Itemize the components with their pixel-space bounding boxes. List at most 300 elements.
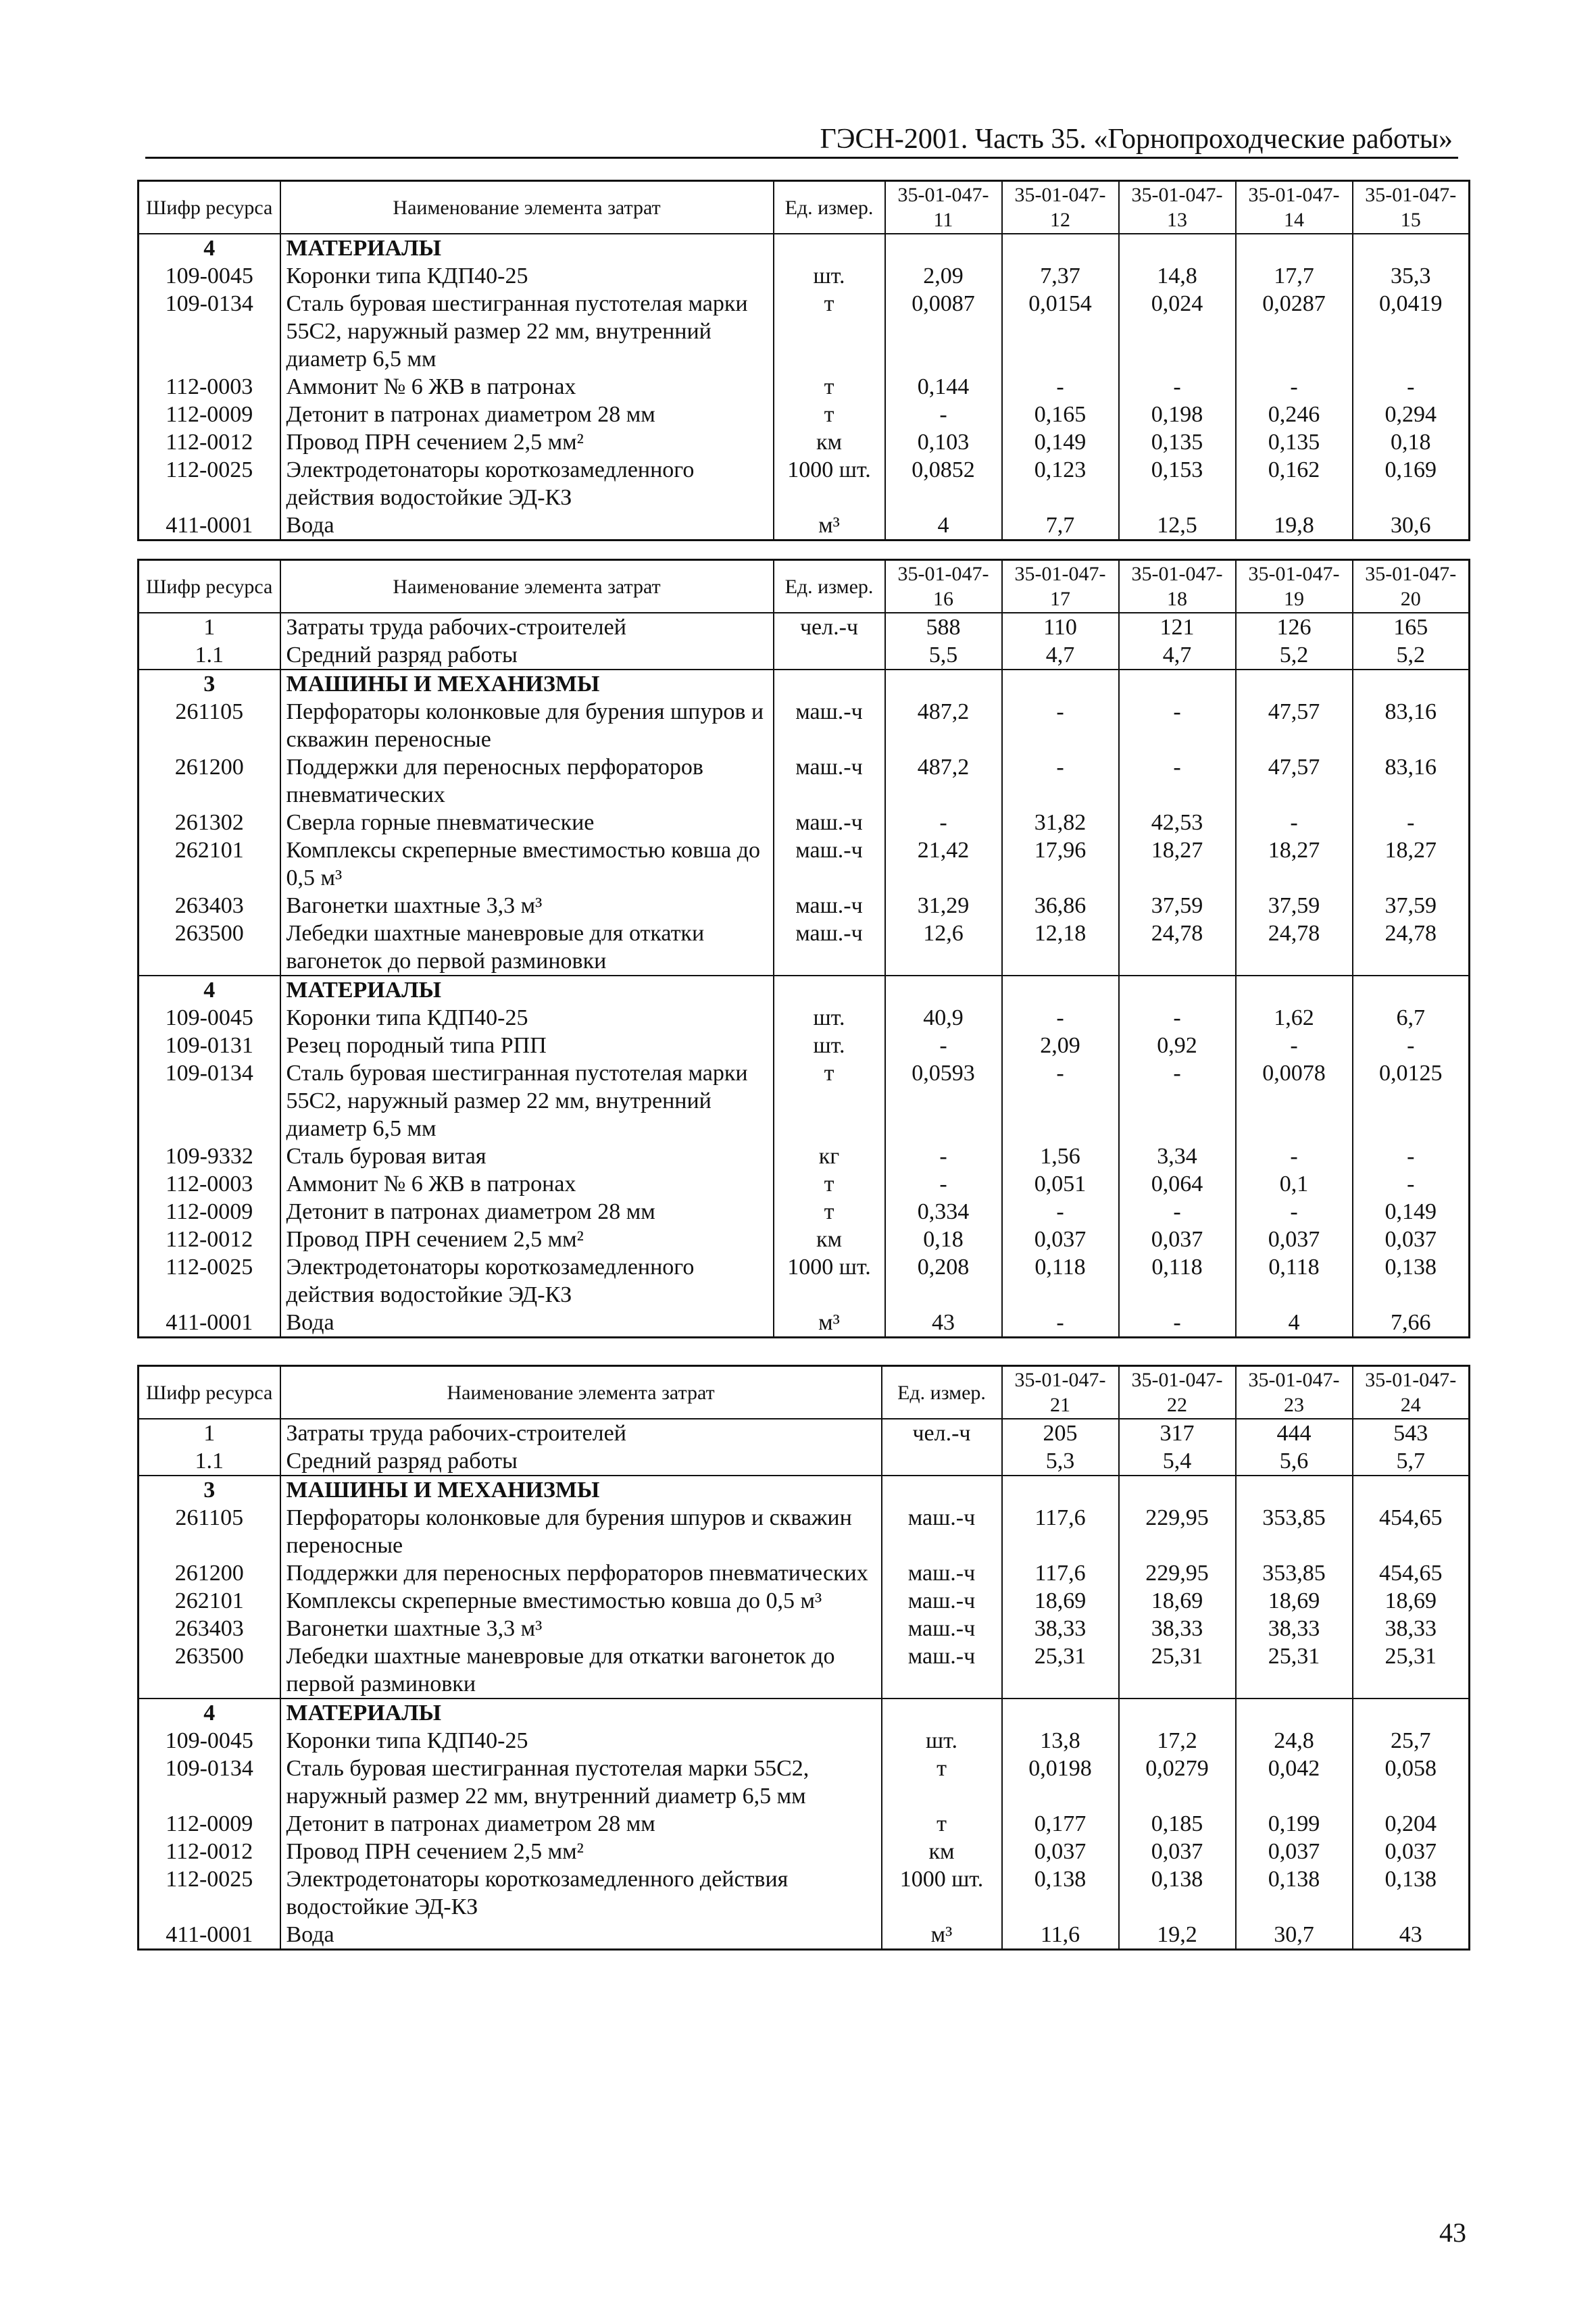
column-header-norm: 35-01-047-21 [1002,1366,1119,1419]
norm-value: 0,153 [1119,456,1236,511]
norm-value: 37,59 [1119,892,1236,920]
unit-of-measure: т [882,1810,1002,1838]
column-header-norm: 35-01-047-18 [1119,560,1236,613]
norm-value: 0,118 [1002,1253,1119,1309]
norm-value: - [1236,1142,1353,1170]
column-header-norm: 35-01-047-24 [1353,1366,1470,1419]
norm-value: 0,0419 [1353,290,1470,373]
resource-code: 1.1 [139,1447,280,1476]
norm-value: 0,138 [1353,1253,1470,1309]
norm-value [885,670,1002,698]
table-row [139,373,1470,401]
norm-value: - [885,401,1002,428]
resource-code: 112-0009 [139,401,280,428]
table-row [139,290,1470,373]
table-row [139,1642,1470,1699]
unit-of-measure: чел.-ч [882,1419,1002,1447]
norm-value: - [1353,1170,1470,1198]
table-header-row [139,1366,1470,1419]
unit-of-measure: шт. [774,1004,885,1032]
unit-of-measure [882,1476,1002,1504]
norm-value: 0,185 [1119,1810,1236,1838]
unit-of-measure [774,234,885,262]
norm-value: 0,135 [1119,428,1236,456]
norm-value: 588 [885,613,1002,641]
unit-of-measure [774,641,885,670]
norm-value: 454,65 [1353,1504,1470,1559]
resource-name: Комплексы скреперные вместимостью ковша до 0,5 м³ [280,1587,882,1615]
norm-value: 4,7 [1119,641,1236,670]
unit-of-measure: кг [774,1142,885,1170]
norm-value: - [1119,698,1236,753]
norm-value: 14,8 [1119,262,1236,290]
norm-value: 0,334 [885,1198,1002,1226]
unit-of-measure: т [774,290,885,373]
norm-value: 38,33 [1353,1615,1470,1642]
norm-value: 6,7 [1353,1004,1470,1032]
norm-value: 0,144 [885,373,1002,401]
resource-name: Электродетонаторы короткозамедленного действия водостойкие ЭД-КЗ [280,456,774,511]
norm-value: 25,7 [1353,1727,1470,1755]
norm-value: 0,064 [1119,1170,1236,1198]
norm-value: 0,162 [1236,456,1353,511]
unit-of-measure: маш.-ч [774,698,885,753]
column-header-code: Шифр ресурса [139,181,280,234]
norm-value: 1,56 [1002,1142,1119,1170]
norm-value: 0,169 [1353,456,1470,511]
unit-of-measure: м³ [774,511,885,540]
table-row [139,1253,1470,1309]
norm-value: 5,7 [1353,1447,1470,1476]
norm-value: 0,037 [1002,1838,1119,1865]
norm-value: 43 [885,1309,1002,1338]
resource-code: 4 [139,1699,280,1727]
unit-of-measure: 1000 шт. [774,1253,885,1309]
resource-code: 109-0045 [139,262,280,290]
resource-code: 411-0001 [139,511,280,540]
norm-value: 31,82 [1002,809,1119,836]
norm-value: - [885,1032,1002,1059]
norm-value: 12,5 [1119,511,1236,540]
table-row [139,1419,1470,1447]
unit-of-measure: 1000 шт. [774,456,885,511]
resource-name: Перфораторы колонковые для бурения шпуров и скважин переносные [280,698,774,753]
norm-value: 5,3 [1002,1447,1119,1476]
resource-name: Поддержки для переносных перфораторов пневматических [280,1559,882,1587]
norm-value [1002,670,1119,698]
unit-of-measure [882,1699,1002,1727]
resource-name: Сталь буровая витая [280,1142,774,1170]
unit-of-measure: 1000 шт. [882,1865,1002,1921]
norm-value: 0,199 [1236,1810,1353,1838]
norm-value: 5,2 [1236,641,1353,670]
norm-value: 117,6 [1002,1504,1119,1559]
norm-value [1119,1699,1236,1727]
norm-value: - [1236,1032,1353,1059]
norm-value: - [1353,1142,1470,1170]
norm-value: - [1002,1004,1119,1032]
resource-name: Вагонетки шахтные 3,3 м³ [280,892,774,920]
norm-value: 229,95 [1119,1504,1236,1559]
table-header-row [139,181,1470,234]
unit-of-measure: чел.-ч [774,613,885,641]
table-row [139,1865,1470,1921]
resource-code: 109-0134 [139,1059,280,1142]
norm-value [1002,976,1119,1004]
resource-code: 1.1 [139,641,280,670]
norm-value: 37,59 [1236,892,1353,920]
norm-value: 0,135 [1236,428,1353,456]
norm-value: 5,2 [1353,641,1470,670]
resource-code: 3 [139,670,280,698]
norm-value: 0,0078 [1236,1059,1353,1142]
norm-value [1353,234,1470,262]
unit-of-measure: маш.-ч [882,1615,1002,1642]
resource-name: Вода [280,1309,774,1338]
resource-name: Провод ПРН сечением 2,5 мм² [280,428,774,456]
norm-value: 47,57 [1236,753,1353,809]
column-header-unit: Ед. измер. [774,181,885,234]
table-row [139,1810,1470,1838]
resource-name: Вода [280,1921,882,1950]
resource-code: 411-0001 [139,1921,280,1950]
norm-value: - [1002,1309,1119,1338]
resource-code: 112-0012 [139,1838,280,1865]
norm-value: 24,78 [1353,920,1470,976]
norm-value: 5,5 [885,641,1002,670]
norm-value: 7,66 [1353,1309,1470,1338]
norm-value: 0,149 [1353,1198,1470,1226]
norm-value: 0,103 [885,428,1002,456]
norm-value: 0,024 [1119,290,1236,373]
norm-value: 18,69 [1002,1587,1119,1615]
unit-of-measure: маш.-ч [882,1587,1002,1615]
resource-name: Сверла горные пневматические [280,809,774,836]
resource-code: 262101 [139,1587,280,1615]
resource-code: 109-0045 [139,1727,280,1755]
resource-name: Лебедки шахтные маневровые для откатки вагонеток до первой разминовки [280,920,774,976]
column-header-name: Наименование элемента затрат [280,560,774,613]
norm-value: 35,3 [1353,262,1470,290]
norm-value: 0,0087 [885,290,1002,373]
resource-name: Провод ПРН сечением 2,5 мм² [280,1838,882,1865]
norm-value: 25,31 [1353,1642,1470,1699]
norm-value: 487,2 [885,698,1002,753]
table-row [139,1198,1470,1226]
norm-value: - [1236,809,1353,836]
norm-value: - [1119,1004,1236,1032]
norm-value: 353,85 [1236,1559,1353,1587]
norm-value [1353,976,1470,1004]
norm-value: 31,29 [885,892,1002,920]
table-header-row [139,560,1470,613]
resource-name: Вагонетки шахтные 3,3 м³ [280,1615,882,1642]
norm-value [1002,1699,1119,1727]
resource-code: 109-0134 [139,1755,280,1810]
unit-of-measure [882,1447,1002,1476]
resource-name: Аммонит № 6 ЖВ в патронах [280,1170,774,1198]
resource-code: 112-0012 [139,428,280,456]
resource-name: Лебедки шахтные маневровые для откатки вагонеток до первой разминовки [280,1642,882,1699]
norm-value: 18,69 [1119,1587,1236,1615]
norm-value [1002,1476,1119,1504]
resource-code: 263403 [139,1615,280,1642]
unit-of-measure: т [774,401,885,428]
norm-value: 0,042 [1236,1755,1353,1810]
norm-value: 0,18 [1353,428,1470,456]
norm-value: 7,7 [1002,511,1119,540]
resource-name: Средний разряд работы [280,641,774,670]
norm-value [1353,670,1470,698]
norm-value: 38,33 [1002,1615,1119,1642]
norm-value: - [885,1170,1002,1198]
norm-value: - [1353,373,1470,401]
norm-value: 229,95 [1119,1559,1236,1587]
table-row [139,1032,1470,1059]
table-row [139,1447,1470,1476]
norm-value: 0,037 [1236,1226,1353,1253]
table-row [139,401,1470,428]
unit-of-measure: маш.-ч [774,836,885,892]
norm-value: 47,57 [1236,698,1353,753]
norm-value: 0,138 [1119,1865,1236,1921]
resource-code: 411-0001 [139,1309,280,1338]
resource-table-3 [137,1365,1470,1951]
norm-value: 37,59 [1353,892,1470,920]
section-heading-row [139,1476,1470,1504]
table-row [139,892,1470,920]
norm-value: 42,53 [1119,809,1236,836]
norm-value: 25,31 [1002,1642,1119,1699]
norm-value: 21,42 [885,836,1002,892]
norm-value: 0,0154 [1002,290,1119,373]
norm-value: - [1119,1059,1236,1142]
norm-value: 30,7 [1236,1921,1353,1950]
resource-name: Вода [280,511,774,540]
norm-value: 40,9 [885,1004,1002,1032]
norm-value: 0,037 [1353,1226,1470,1253]
norm-value: 25,31 [1236,1642,1353,1699]
unit-of-measure: шт. [774,262,885,290]
norm-value: 0,208 [885,1253,1002,1309]
norm-value: 0,138 [1002,1865,1119,1921]
resource-name: Детонит в патронах диаметром 28 мм [280,1810,882,1838]
norm-value: 18,69 [1353,1587,1470,1615]
norm-value: 38,33 [1119,1615,1236,1642]
section-title: МАШИНЫ И МЕХАНИЗМЫ [280,1476,882,1504]
section-heading-row [139,670,1470,698]
norm-value: 30,6 [1353,511,1470,540]
section-heading-row [139,234,1470,262]
norm-value: 12,18 [1002,920,1119,976]
section-title: МАТЕРИАЛЫ [280,1699,882,1727]
norm-value: 0,149 [1002,428,1119,456]
table-row [139,698,1470,753]
page-number: 43 [1439,2217,1466,2248]
norm-value: 24,78 [1236,920,1353,976]
column-header-norm: 35-01-047-15 [1353,181,1470,234]
resource-name: Детонит в патронах диаметром 28 мм [280,401,774,428]
table-row [139,1921,1470,1950]
norm-value: 454,65 [1353,1559,1470,1587]
norm-value [1119,234,1236,262]
resource-code: 112-0003 [139,373,280,401]
norm-value: 0,18 [885,1226,1002,1253]
resource-name: Сталь буровая шестигранная пустотелая марки 55С2, наружный размер 22 мм, внутренний диаметр 6,5 мм [280,290,774,373]
unit-of-measure: т [774,373,885,401]
table-row [139,511,1470,540]
resource-code: 261200 [139,753,280,809]
resource-name: Аммонит № 6 ЖВ в патронах [280,373,774,401]
norm-value: 1,62 [1236,1004,1353,1032]
norm-value: 0,058 [1353,1755,1470,1810]
norm-value: 83,16 [1353,698,1470,753]
resource-name: Провод ПРН сечением 2,5 мм² [280,1226,774,1253]
table-row [139,753,1470,809]
unit-of-measure: м³ [882,1921,1002,1950]
norm-value [1119,976,1236,1004]
norm-value: 4,7 [1002,641,1119,670]
table-row [139,1004,1470,1032]
unit-of-measure: м³ [774,1309,885,1338]
resource-name: Затраты труда рабочих-строителей [280,1419,882,1447]
norm-value: 0,1 [1236,1170,1353,1198]
resource-name: Перфораторы колонковые для бурения шпуров и скважин переносные [280,1504,882,1559]
column-header-name: Наименование элемента затрат [280,181,774,234]
table-row [139,1309,1470,1338]
norm-value: 0,138 [1236,1865,1353,1921]
table-row [139,1504,1470,1559]
column-header-norm: 35-01-047-14 [1236,181,1353,234]
norm-value: 0,0198 [1002,1755,1119,1810]
resource-name: Коронки типа КДП40-25 [280,1004,774,1032]
norm-value: 205 [1002,1419,1119,1447]
norm-value: 36,86 [1002,892,1119,920]
resource-code: 263500 [139,920,280,976]
norm-value: - [1002,1198,1119,1226]
resource-code: 109-9332 [139,1142,280,1170]
norm-value: 43 [1353,1921,1470,1950]
norm-value: 110 [1002,613,1119,641]
unit-of-measure: км [882,1838,1002,1865]
norm-value [1236,1476,1353,1504]
column-header-norm: 35-01-047-23 [1236,1366,1353,1419]
resource-name: Поддержки для переносных перфораторов пневматических [280,753,774,809]
norm-value: 0,198 [1119,401,1236,428]
resource-code: 109-0131 [139,1032,280,1059]
section-heading-row [139,1699,1470,1727]
section-title: МАТЕРИАЛЫ [280,976,774,1004]
norm-value: 0,037 [1119,1838,1236,1865]
norm-value: 0,92 [1119,1032,1236,1059]
table-row [139,1559,1470,1587]
norm-value: - [1119,1198,1236,1226]
norm-value: - [1236,1198,1353,1226]
norm-value: 4 [1236,1309,1353,1338]
norm-value: - [1353,809,1470,836]
norm-value: 5,6 [1236,1447,1353,1476]
unit-of-measure: маш.-ч [774,753,885,809]
norm-value [1119,1476,1236,1504]
norm-value: 18,27 [1353,836,1470,892]
resource-code: 112-0012 [139,1226,280,1253]
norm-value: 0,177 [1002,1810,1119,1838]
resource-name: Комплексы скреперные вместимостью ковша до 0,5 м³ [280,836,774,892]
norm-value: 18,27 [1236,836,1353,892]
norm-value: 0,0852 [885,456,1002,511]
norm-value [1236,1699,1353,1727]
norm-value: 0,037 [1236,1838,1353,1865]
norm-value: 25,31 [1119,1642,1236,1699]
resource-code: 1 [139,1419,280,1447]
norm-value: - [1353,1032,1470,1059]
table-row [139,836,1470,892]
table-row [139,456,1470,511]
table-row [139,1838,1470,1865]
norm-value: 18,69 [1236,1587,1353,1615]
unit-of-measure: маш.-ч [774,892,885,920]
norm-value: 0,204 [1353,1810,1470,1838]
table-row [139,809,1470,836]
unit-of-measure: т [882,1755,1002,1810]
norm-value: 353,85 [1236,1504,1353,1559]
column-header-norm: 35-01-047-13 [1119,181,1236,234]
table-row [139,428,1470,456]
norm-value: 17,2 [1119,1727,1236,1755]
column-header-unit: Ед. измер. [774,560,885,613]
norm-value: 0,165 [1002,401,1119,428]
norm-value: 0,294 [1353,401,1470,428]
table-row [139,262,1470,290]
resource-code: 109-0045 [139,1004,280,1032]
unit-of-measure: т [774,1059,885,1142]
norm-value: 0,138 [1353,1865,1470,1921]
unit-of-measure: км [774,428,885,456]
unit-of-measure: маш.-ч [882,1504,1002,1559]
resource-name: Коронки типа КДП40-25 [280,1727,882,1755]
norm-value: 17,7 [1236,262,1353,290]
norm-value: 0,118 [1236,1253,1353,1309]
norm-value: 0,118 [1119,1253,1236,1309]
resource-name: Резец породный типа РПП [280,1032,774,1059]
section-title: МАТЕРИАЛЫ [280,234,774,262]
norm-value: 17,96 [1002,836,1119,892]
norm-value: 444 [1236,1419,1353,1447]
column-header-norm: 35-01-047-16 [885,560,1002,613]
norm-value: 487,2 [885,753,1002,809]
norm-value: 0,037 [1119,1226,1236,1253]
resource-code: 1 [139,613,280,641]
norm-value [1119,670,1236,698]
norm-value: 0,037 [1002,1226,1119,1253]
column-header-norm: 35-01-047-22 [1119,1366,1236,1419]
table-row [139,613,1470,641]
unit-of-measure: т [774,1170,885,1198]
resource-code: 261105 [139,698,280,753]
norm-value: 543 [1353,1419,1470,1447]
resource-code: 112-0025 [139,1253,280,1309]
header-rule [145,157,1458,159]
norm-value: 19,8 [1236,511,1353,540]
norm-value: 0,0125 [1353,1059,1470,1142]
section-title: МАШИНЫ И МЕХАНИЗМЫ [280,670,774,698]
column-header-code: Шифр ресурса [139,560,280,613]
norm-value: 0,123 [1002,456,1119,511]
column-header-norm: 35-01-047-12 [1002,181,1119,234]
norm-value [1236,670,1353,698]
resource-code: 112-0009 [139,1810,280,1838]
norm-value [1002,234,1119,262]
